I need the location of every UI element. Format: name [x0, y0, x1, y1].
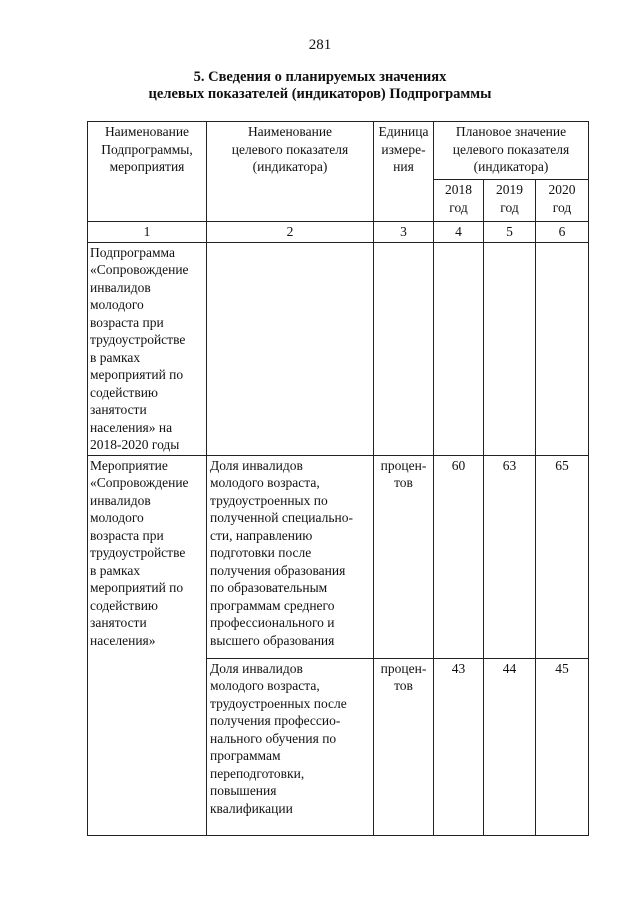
indicator-name-line: квалификации: [210, 800, 293, 816]
indicator-unit: [374, 455, 434, 658]
value-2018: 60: [434, 455, 484, 658]
measure-name-line: инвалидов: [90, 492, 151, 508]
subprogram-name-line: молодого: [90, 297, 144, 312]
value-2019: 63: [484, 455, 536, 658]
year-unit: год: [552, 199, 572, 215]
header-planned-line: (индикатора): [473, 159, 549, 174]
indicator-unit: [374, 658, 434, 835]
column-number: 3: [374, 222, 434, 243]
indicators-table: [87, 121, 589, 836]
header-col1-line: Подпрограммы,: [101, 141, 193, 157]
measure-name-line: занятости: [90, 615, 147, 630]
indicator-name-line: получения профессио-: [210, 713, 341, 728]
indicator-name-line: сти, направлению: [210, 527, 313, 543]
header-year-2018: [434, 180, 484, 222]
section-title: [0, 69, 640, 103]
year-label: 2019: [496, 182, 523, 197]
header-col2-line: целевого показателя: [231, 141, 349, 157]
column-number: 1: [88, 222, 207, 243]
indicator-name-line: программам среднего: [210, 597, 335, 613]
empty-cell: [484, 242, 536, 455]
year-label: 2020: [548, 182, 576, 197]
indicator-name: [207, 658, 374, 835]
subprogram-row: [88, 242, 589, 455]
header-col2-line: Наименование: [247, 124, 333, 139]
indicator-name-line: нального обучения по: [210, 730, 337, 746]
page-number: 281: [308, 37, 332, 53]
subprogram-name-line: трудоустройстве: [90, 332, 186, 347]
measure-name-line: «Сопровождение: [90, 475, 189, 490]
subprogram-name-line: инвалидов: [90, 279, 151, 295]
subprogram-name-line: мероприятий по: [90, 367, 184, 382]
measure-name-line: возраста при: [90, 527, 164, 543]
subprogram-name-line: «Сопровождение: [90, 262, 189, 277]
subprogram-name-line: содействию: [90, 384, 159, 400]
empty-cell: [434, 242, 484, 455]
indicator-row-1: [88, 455, 589, 658]
header-year-2019: [484, 180, 536, 222]
measure-name-line: населения»: [90, 632, 156, 648]
measure-name-line: мероприятий по: [90, 580, 184, 595]
indicator-name-line: профессионального и: [210, 615, 335, 630]
indicator-name-line: программам: [210, 748, 281, 763]
subprogram-name: [88, 242, 207, 455]
indicator-name-line: полученной специально-: [210, 510, 353, 525]
header-subprogram-name: [88, 122, 207, 222]
indicator-name-line: переподготовки,: [210, 765, 305, 781]
section-title-line-1: 5. Сведения о планируемых значениях: [193, 69, 447, 85]
indicator-unit-line: тов: [394, 475, 413, 490]
column-numbers-row: [88, 222, 589, 243]
subprogram-name-line: населения» на: [90, 419, 173, 435]
header-col3-line: Единица: [378, 124, 429, 139]
indicator-name-line: молодого возраста,: [210, 678, 320, 693]
measure-name-line: трудоустройстве: [90, 545, 186, 560]
value-2020: 45: [536, 658, 589, 835]
measure-name-line: Мероприятие: [90, 457, 168, 473]
column-number: 2: [207, 222, 374, 243]
indicator-unit-line: процен-: [380, 457, 427, 473]
year-label: 2018: [445, 182, 472, 197]
value-2020: 65: [536, 455, 589, 658]
year-unit: год: [500, 199, 519, 215]
indicator-name-line: высшего образования: [210, 632, 335, 648]
header-unit: [374, 122, 434, 222]
header-col2-line: (индикатора): [252, 159, 328, 174]
indicator-name-line: повышения: [210, 783, 277, 798]
subprogram-name-line: 2018-2020 годы: [90, 437, 180, 452]
indicator-unit-line: процен-: [380, 660, 427, 676]
header-col3-line: ния: [393, 159, 414, 174]
header-planned-line: Плановое значение: [455, 124, 567, 139]
indicator-unit-line: тов: [394, 678, 413, 693]
header-planned-value: [434, 122, 589, 180]
year-unit: год: [449, 199, 468, 215]
header-planned-line: целевого показателя: [452, 141, 570, 157]
subprogram-name-line: Подпрограмма: [90, 244, 175, 260]
header-col3-line: измере-: [381, 141, 426, 157]
subprogram-name-line: в рамках: [90, 349, 141, 365]
indicator-name-line: Доля инвалидов: [210, 660, 303, 676]
subprogram-name-line: занятости: [90, 402, 147, 417]
measure-name-line: содействию: [90, 597, 159, 613]
measure-name: [88, 455, 207, 835]
empty-cell: [374, 242, 434, 455]
measure-name-line: молодого: [90, 510, 144, 525]
value-2018: 43: [434, 658, 484, 835]
indicator-name-line: Доля инвалидов: [210, 457, 303, 473]
header-col1-line: мероприятия: [109, 159, 185, 174]
indicator-name-line: молодого возраста,: [210, 475, 320, 490]
header-col1-line: Наименование: [104, 124, 190, 139]
column-number: 5: [484, 222, 536, 243]
value-2019: 44: [484, 658, 536, 835]
empty-cell: [536, 242, 589, 455]
indicator-name-line: трудоустроенных после: [210, 695, 347, 711]
measure-name-line: в рамках: [90, 562, 141, 578]
column-number: 6: [536, 222, 589, 243]
indicator-name-line: подготовки после: [210, 545, 312, 560]
empty-cell: [207, 242, 374, 455]
indicator-name: [207, 455, 374, 658]
indicator-name-line: по образовательным: [210, 580, 328, 595]
section-title-line-2: целевых показателей (индикаторов) Подпрограммы: [148, 86, 492, 102]
indicator-name-line: получения образования: [210, 562, 346, 578]
indicator-name-line: трудоустроенных по: [210, 492, 328, 508]
column-number: 4: [434, 222, 484, 243]
subprogram-name-line: возраста при: [90, 314, 164, 330]
header-year-2020: [536, 180, 589, 222]
header-indicator-name: [207, 122, 374, 222]
